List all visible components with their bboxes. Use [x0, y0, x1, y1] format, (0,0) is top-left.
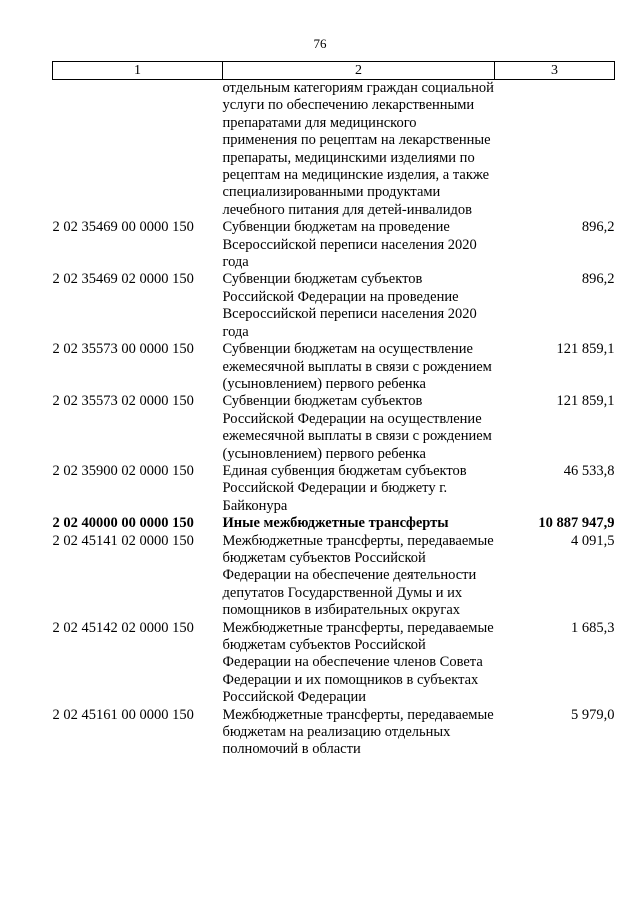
- code-cell: 2 02 45141 02 0000 150: [52, 532, 194, 549]
- description-cell: Межбюджетные трансферты, передаваемые бюджетам субъектов Российской Федерации на обеспечение деятельности депутатов Государственной Думы и их помощников в избирательных округах: [222, 532, 494, 619]
- code-cell: 2 02 35469 00 0000 150: [52, 219, 194, 236]
- page-number: 76: [313, 36, 327, 51]
- amount-cell: 4 091,5: [571, 532, 615, 549]
- description-cell: отдельным категориям граждан социальной услуги по обеспечению лекарственными препаратами для медицинского применения по рецептам на лекарственные препараты, медицинскими изделиями по рецептам на медицинские изделия, а также специализированными продуктами лечебного питания для детей-инвалидов: [222, 80, 494, 218]
- amount-cell: 896,2: [581, 271, 615, 288]
- table-row: [53, 515, 615, 532]
- code-cell: 2 02 35469 02 0000 150: [52, 271, 194, 288]
- code-cell: 2 02 35900 02 0000 150: [52, 462, 194, 479]
- description-cell: Межбюджетные трансферты, передаваемые бюджетам субъектов Российской Федерации на обеспечение членов Совета Федерации и их помощников в субъектах Российской Федерации: [222, 619, 494, 706]
- table-row: [53, 707, 615, 759]
- amount-cell: [495, 80, 615, 220]
- table-row: [53, 463, 615, 515]
- code-cell: 2 02 40000 00 0000 150: [52, 515, 194, 532]
- code-cell: 2 02 45161 00 0000 150: [52, 706, 194, 723]
- table-row: [53, 393, 615, 463]
- table-row: [53, 533, 615, 620]
- amount-cell: 46 533,8: [563, 462, 615, 479]
- amount-cell: 121 859,1: [556, 341, 615, 358]
- description-cell: Иные межбюджетные трансферты: [222, 515, 449, 532]
- amount-cell: 1 685,3: [571, 619, 615, 636]
- table-row: [53, 271, 615, 341]
- code-cell: [53, 80, 223, 220]
- column-header-2: 2: [223, 62, 495, 80]
- description-cell: Единая субвенция бюджетам субъектов Российской Федерации и бюджету г. Байконура: [222, 462, 467, 514]
- description-cell: Субвенции бюджетам на осуществление ежемесячной выплаты в связи с рождением (усыновлением) первого ребенка: [222, 341, 492, 392]
- code-cell: 2 02 35573 00 0000 150: [52, 341, 194, 358]
- budget-table: [52, 61, 615, 759]
- description-cell: Субвенции бюджетам субъектов Российской Федерации на проведение Всероссийской переписи населения 2020 года: [222, 271, 477, 340]
- table-header-row: [53, 62, 615, 80]
- amount-cell: 10 887 947,9: [538, 515, 615, 532]
- table-row: [53, 219, 615, 271]
- table-row: [53, 341, 615, 393]
- amount-cell: 896,2: [581, 219, 615, 236]
- amount-cell: 5 979,0: [571, 706, 615, 723]
- column-header-1: 1: [53, 62, 223, 80]
- table-row: [53, 80, 615, 220]
- description-cell: Субвенции бюджетам на проведение Всероссийской переписи населения 2020 года: [222, 219, 477, 271]
- amount-cell: 121 859,1: [556, 393, 615, 410]
- description-cell: Межбюджетные трансферты, передаваемые бюджетам на реализацию отдельных полномочий в области: [222, 706, 494, 758]
- column-header-3: 3: [495, 62, 615, 80]
- table-row: [53, 620, 615, 707]
- code-cell: 2 02 35573 02 0000 150: [52, 393, 194, 410]
- code-cell: 2 02 45142 02 0000 150: [52, 619, 194, 636]
- description-cell: Субвенции бюджетам субъектов Российской Федерации на осуществление ежемесячной выплаты в связи с рождением (усыновлением) первого ребенка: [222, 393, 492, 462]
